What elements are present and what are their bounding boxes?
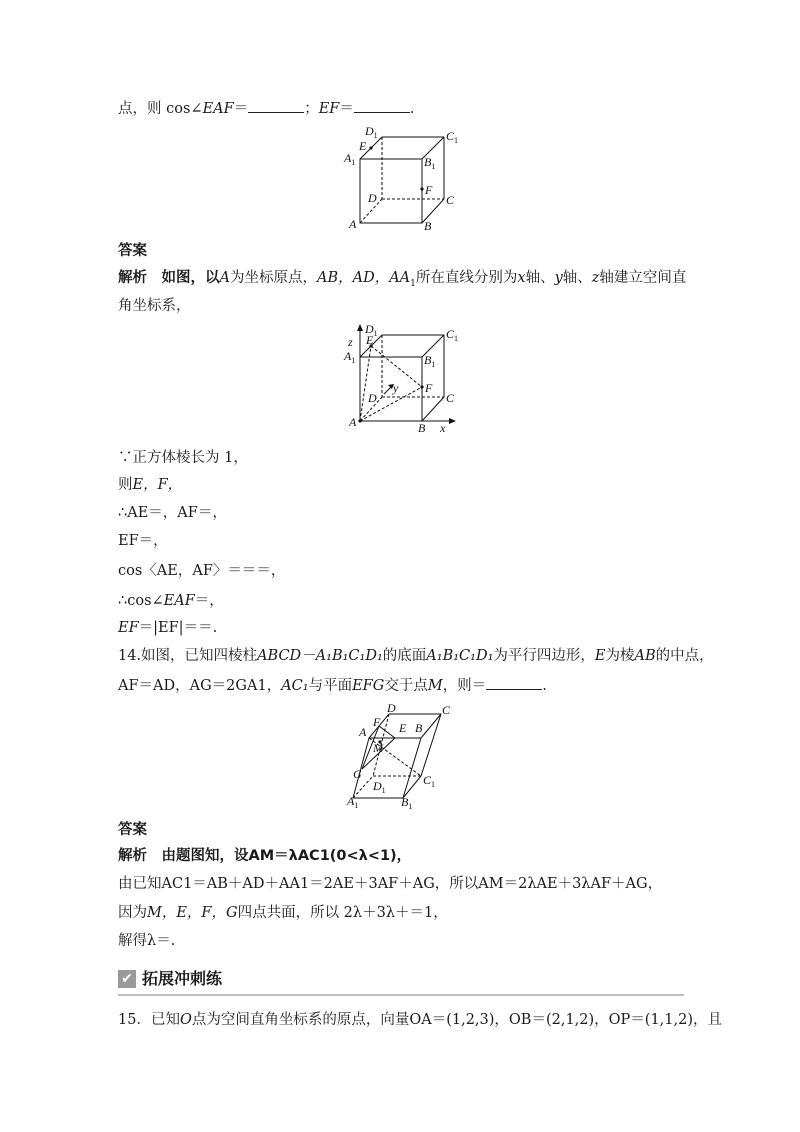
label-A1: $A_1$ <box>344 151 356 167</box>
label-y: y <box>393 381 399 395</box>
label-B: B <box>418 421 426 435</box>
label-F: F <box>425 381 433 395</box>
label-D: D <box>368 191 377 205</box>
solution-1-step-7: EF＝|EF|＝＝. <box>118 620 218 636</box>
label-F: F <box>425 183 433 197</box>
label-B: B <box>424 219 432 233</box>
section-header <box>118 968 684 996</box>
label-D: D <box>368 391 377 405</box>
label-M: M <box>373 741 383 755</box>
label-z: z <box>348 335 353 349</box>
solution-2-line-1: 解析 由题图知，设AM＝λAC1(0<λ<1)， <box>118 848 412 864</box>
question-14-line-2: AF＝AD，AG＝2GA1，AC₁与平面EFG交于点M，则＝ . <box>118 675 547 696</box>
section-title: 拓展冲刺练 <box>142 969 223 988</box>
question-14-line-1: 14.如图，已知四棱柱ABCD－A₁B₁C₁D₁的底面A₁B₁C₁D₁为平行四边形，E为棱AB的中点， <box>118 648 714 664</box>
answer-label-2: 答案 <box>118 822 147 838</box>
question-15-line-1: 15．已知O点为空间直角坐标系的原点，向量OA＝(1,2,3)，OB＝(2,1,2)，OP＝(1,1,2)，且 <box>118 1012 723 1028</box>
answer-blank <box>354 98 410 113</box>
label-C: C <box>446 391 455 405</box>
solution-1-step-3: ∴AE＝，AF＝， <box>118 505 227 521</box>
label-E: E <box>399 721 407 735</box>
label-A: A <box>359 725 367 739</box>
solution-1-step-5: cos〈AE，AF〉＝＝＝， <box>118 563 286 579</box>
solution-1-step-1: ∵正方体棱长为 1， <box>118 450 248 466</box>
section-divider <box>118 994 684 996</box>
label-A1: $A_1$ <box>344 349 356 365</box>
checkbox-icon: ✔ <box>118 970 136 988</box>
label-E: E <box>359 139 367 153</box>
label-C: C <box>442 703 451 717</box>
solution-1-step-2: 则E，F， <box>118 477 183 493</box>
label-C1: $C_1$ <box>446 129 459 145</box>
solution-2-line-2: 由已知AC1＝AB＋AD＋AA1＝2AE＋3AF＋AG，所以AM＝2λAE＋3λAF＋AG， <box>118 876 663 892</box>
answer-blank <box>248 98 304 113</box>
label-D1: $D_1$ <box>365 124 378 140</box>
label-A: A <box>349 217 357 231</box>
label-C1: $C_1$ <box>423 773 436 789</box>
label-D1: $D_1$ <box>373 779 386 795</box>
prism-figure <box>345 702 455 810</box>
solution-1-step-6: ∴cos∠EAF＝， <box>118 593 224 609</box>
label-C: C <box>446 193 455 207</box>
label-D1: $D_1$ <box>365 322 378 338</box>
solution-1-line-1: 解析 如图，以A为坐标原点，AB，AD，$AA_1$所在直线分别为x轴、y轴、z轴建立空间直 <box>118 270 687 289</box>
cube-figure-2 <box>340 320 470 435</box>
label-D: D <box>387 702 396 715</box>
cube-figure-1 <box>340 124 470 234</box>
label-C1: $C_1$ <box>446 327 459 343</box>
label-B1: $B_1$ <box>424 353 436 369</box>
label-x: x <box>440 421 446 435</box>
solution-1-step-4: EF＝， <box>118 533 168 549</box>
label-A: A <box>349 415 357 429</box>
solution-2-line-3: 因为M，E，F，G四点共面，所以 2λ＋3λ＋＝1， <box>118 905 448 921</box>
label-B: B <box>415 721 423 735</box>
label-F: F <box>373 715 381 729</box>
label-B1: $B_1$ <box>424 155 436 171</box>
label-B1: $B_1$ <box>401 795 413 810</box>
question-13-tail: 点，则 cos∠EAF＝ ；EF＝ . <box>118 98 414 119</box>
label-E: E <box>366 333 374 347</box>
answer-label-1: 答案 <box>118 243 147 259</box>
label-A1: $A_1$ <box>347 794 359 810</box>
answer-blank <box>486 675 542 690</box>
label-G: G <box>353 767 362 781</box>
solution-2-line-4: 解得λ＝. <box>118 933 176 949</box>
solution-1-line-2: 角坐标系， <box>118 298 191 314</box>
